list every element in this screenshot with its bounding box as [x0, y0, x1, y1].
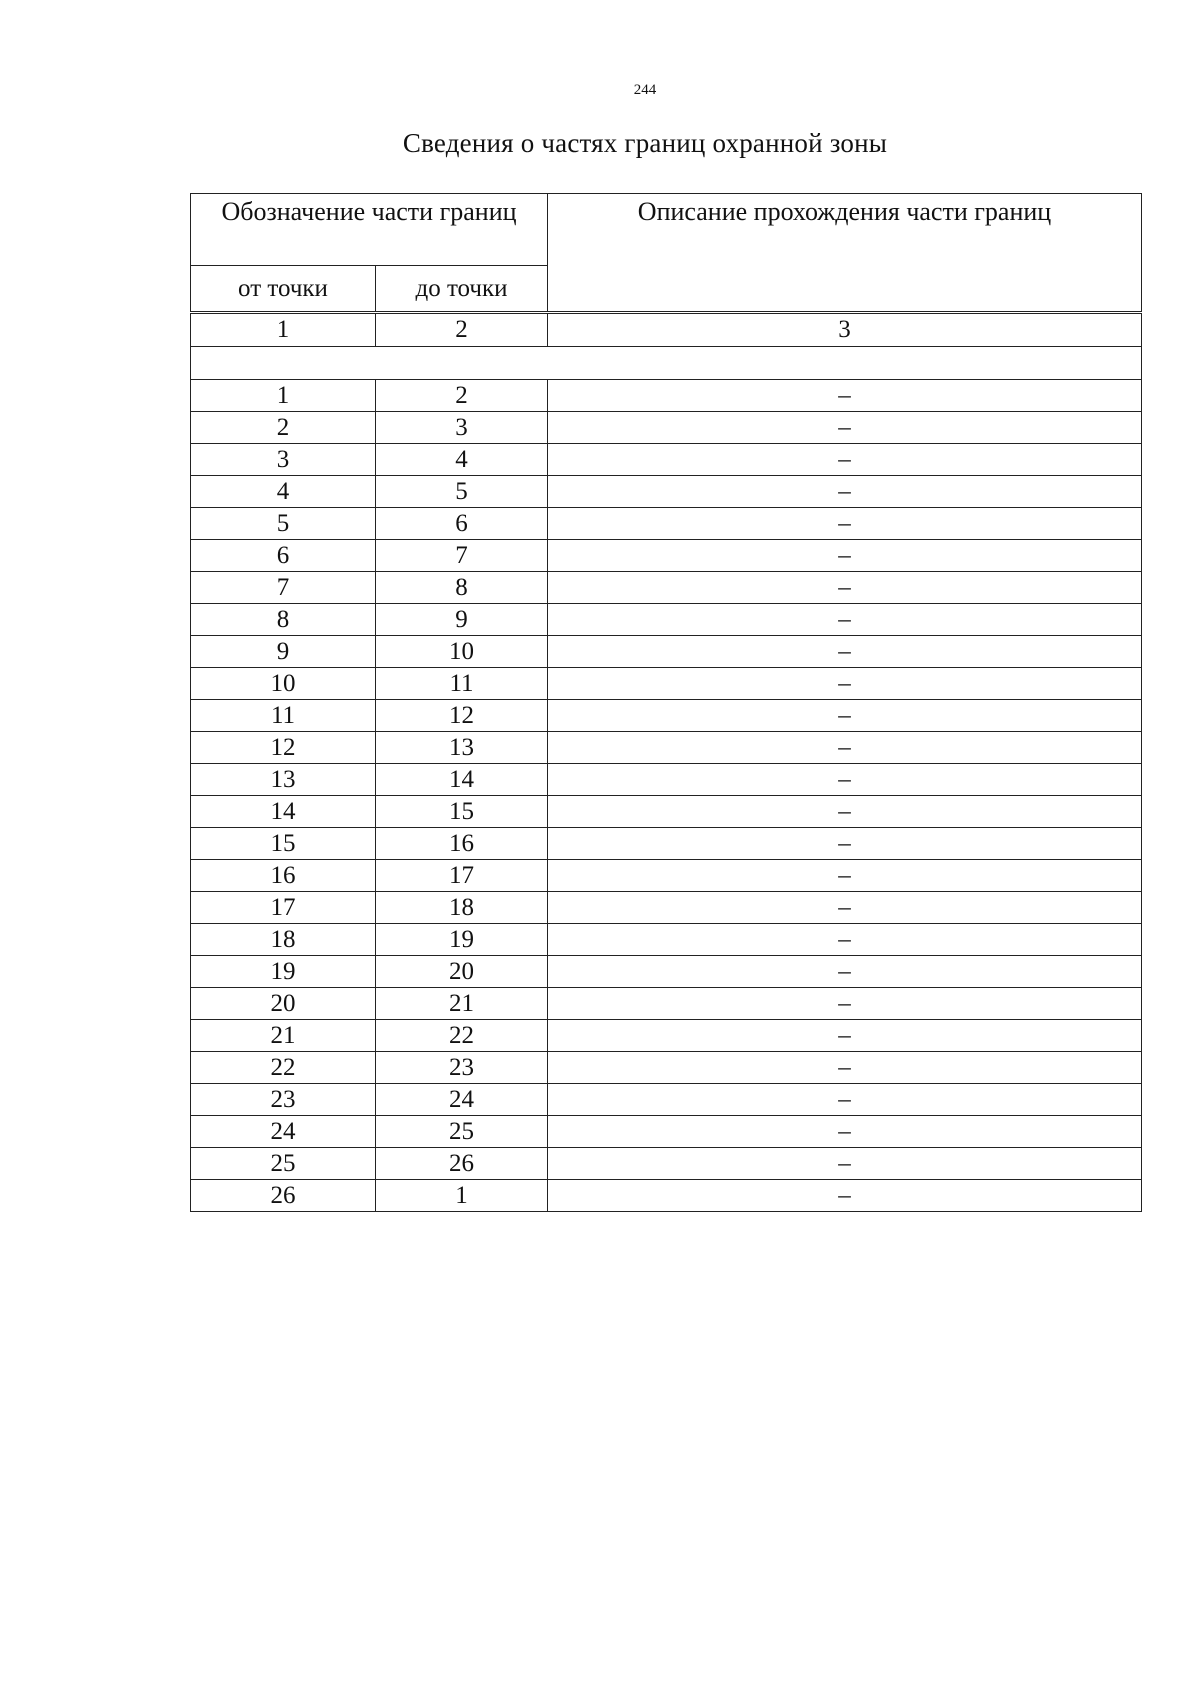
- to-point-cell: 25: [376, 1116, 548, 1148]
- table-row: [191, 700, 1142, 732]
- from-point-header: от точки: [191, 266, 376, 312]
- description-header: Описание прохождения части границ: [548, 194, 1142, 312]
- to-point-cell: 4: [376, 444, 548, 476]
- table-row: [191, 796, 1142, 828]
- column-number-row: [191, 314, 1142, 347]
- description-cell: –: [548, 636, 1142, 668]
- to-point-cell: 1: [376, 1180, 548, 1212]
- to-point-cell: 5: [376, 476, 548, 508]
- table-row: [191, 988, 1142, 1020]
- table-row: [191, 636, 1142, 668]
- from-point-cell: 1: [191, 380, 376, 412]
- description-cell: –: [548, 1052, 1142, 1084]
- table-row: [191, 892, 1142, 924]
- table-row: [191, 860, 1142, 892]
- table-row: [191, 668, 1142, 700]
- to-point-cell: 22: [376, 1020, 548, 1052]
- from-point-cell: 26: [191, 1180, 376, 1212]
- to-point-cell: 12: [376, 700, 548, 732]
- table-row: [191, 732, 1142, 764]
- from-point-cell: 21: [191, 1020, 376, 1052]
- from-point-cell: 23: [191, 1084, 376, 1116]
- table-row: [191, 924, 1142, 956]
- from-point-cell: 10: [191, 668, 376, 700]
- from-point-cell: 12: [191, 732, 376, 764]
- to-point-cell: 11: [376, 668, 548, 700]
- to-point-cell: 21: [376, 988, 548, 1020]
- to-point-cell: 14: [376, 764, 548, 796]
- table-row: [191, 412, 1142, 444]
- to-point-cell: 26: [376, 1148, 548, 1180]
- table-row: [191, 540, 1142, 572]
- to-point-cell: 3: [376, 412, 548, 444]
- table-row: [191, 1084, 1142, 1116]
- table-row: [191, 1180, 1142, 1212]
- section-row: [191, 347, 1142, 380]
- description-cell: –: [548, 444, 1142, 476]
- to-point-cell: 19: [376, 924, 548, 956]
- table-row: [191, 1148, 1142, 1180]
- description-cell: –: [548, 924, 1142, 956]
- description-cell: –: [548, 572, 1142, 604]
- from-point-cell: 7: [191, 572, 376, 604]
- to-point-cell: 23: [376, 1052, 548, 1084]
- description-cell: –: [548, 1020, 1142, 1052]
- from-point-cell: 8: [191, 604, 376, 636]
- description-cell: –: [548, 892, 1142, 924]
- to-point-cell: 9: [376, 604, 548, 636]
- description-cell: –: [548, 764, 1142, 796]
- table-row: [191, 764, 1142, 796]
- boundary-parts-table: [190, 313, 1142, 1212]
- description-cell: –: [548, 732, 1142, 764]
- to-point-cell: 24: [376, 1084, 548, 1116]
- to-point-cell: 2: [376, 380, 548, 412]
- from-point-cell: 18: [191, 924, 376, 956]
- table-row: [191, 1020, 1142, 1052]
- column-number: 1: [191, 314, 376, 347]
- from-point-cell: 25: [191, 1148, 376, 1180]
- from-point-cell: 5: [191, 508, 376, 540]
- table-row: [191, 956, 1142, 988]
- to-point-cell: 17: [376, 860, 548, 892]
- section-label: [191, 347, 1142, 380]
- to-point-cell: 20: [376, 956, 548, 988]
- description-cell: –: [548, 956, 1142, 988]
- to-point-cell: 13: [376, 732, 548, 764]
- to-point-cell: 16: [376, 828, 548, 860]
- to-point-header: до точки: [376, 266, 548, 312]
- description-cell: –: [548, 828, 1142, 860]
- description-cell: –: [548, 796, 1142, 828]
- table-row: [191, 572, 1142, 604]
- from-point-cell: 16: [191, 860, 376, 892]
- description-cell: –: [548, 988, 1142, 1020]
- table-row: [191, 1116, 1142, 1148]
- to-point-cell: 8: [376, 572, 548, 604]
- from-point-cell: 11: [191, 700, 376, 732]
- page-title: Сведения о частях границ охранной зоны: [402, 128, 888, 158]
- table-row: [191, 828, 1142, 860]
- designation-header: Обозначение части границ: [191, 194, 548, 266]
- description-cell: –: [548, 1180, 1142, 1212]
- from-point-cell: 24: [191, 1116, 376, 1148]
- table-row: [191, 380, 1142, 412]
- to-point-cell: 7: [376, 540, 548, 572]
- table-row: [191, 1052, 1142, 1084]
- description-cell: –: [548, 1116, 1142, 1148]
- column-number: 2: [376, 314, 548, 347]
- from-point-cell: 22: [191, 1052, 376, 1084]
- page-number: 244: [633, 82, 657, 98]
- from-point-cell: 6: [191, 540, 376, 572]
- description-cell: –: [548, 508, 1142, 540]
- to-point-cell: 10: [376, 636, 548, 668]
- to-point-cell: 18: [376, 892, 548, 924]
- description-cell: –: [548, 700, 1142, 732]
- from-point-cell: 15: [191, 828, 376, 860]
- description-cell: –: [548, 668, 1142, 700]
- description-cell: –: [548, 860, 1142, 892]
- from-point-cell: 17: [191, 892, 376, 924]
- from-point-cell: 2: [191, 412, 376, 444]
- from-point-cell: 19: [191, 956, 376, 988]
- description-cell: –: [548, 1084, 1142, 1116]
- description-cell: –: [548, 604, 1142, 636]
- description-cell: –: [548, 540, 1142, 572]
- to-point-cell: 6: [376, 508, 548, 540]
- description-cell: –: [548, 476, 1142, 508]
- description-cell: –: [548, 412, 1142, 444]
- from-point-cell: 20: [191, 988, 376, 1020]
- table-row: [191, 444, 1142, 476]
- table-row: [191, 604, 1142, 636]
- from-point-cell: 14: [191, 796, 376, 828]
- from-point-cell: 4: [191, 476, 376, 508]
- to-point-cell: 15: [376, 796, 548, 828]
- from-point-cell: 13: [191, 764, 376, 796]
- from-point-cell: 3: [191, 444, 376, 476]
- table-row: [191, 508, 1142, 540]
- column-number: 3: [548, 314, 1142, 347]
- boundary-parts-header: [190, 193, 1142, 312]
- description-cell: –: [548, 380, 1142, 412]
- description-cell: –: [548, 1148, 1142, 1180]
- table-row: [191, 476, 1142, 508]
- from-point-cell: 9: [191, 636, 376, 668]
